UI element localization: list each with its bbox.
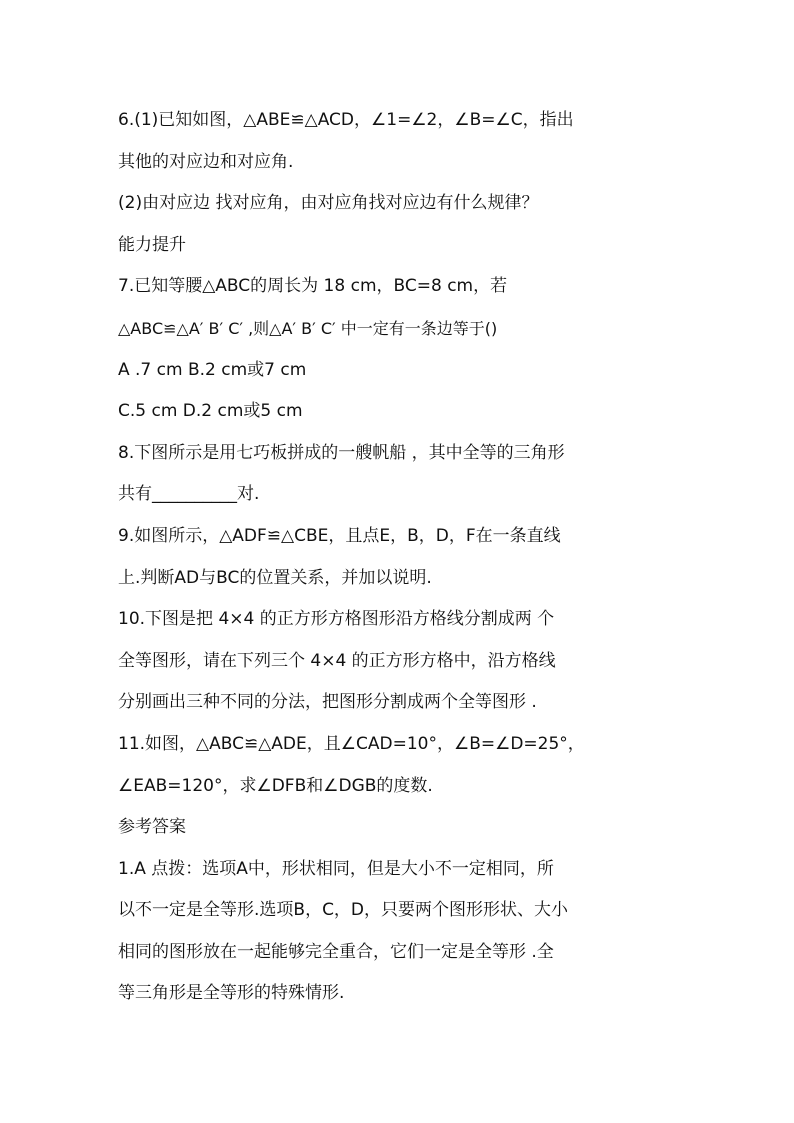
- question-11-line-2: ∠EAB=120°，求∠DFB和∠DGB的度数.: [118, 775, 433, 796]
- answer-1-line-4: 等三角形是全等形的特殊情形.: [118, 983, 345, 1004]
- question-6-part-1-line-1: 6.(1)已知如图，△ABE≌△ACD，∠1=∠2，∠B=∠C，指出: [118, 110, 574, 130]
- question-9-line-1: 9.如图所示，△ADF≌△CBE，且点E，B，D，F在一条直线: [118, 525, 561, 546]
- question-7-options-cd: C.5 cm D.2 cm或5 cm: [118, 401, 303, 422]
- question-10-line-1: 10.下图是把 4×4 的正方形方格图形沿方格线分割成两 个: [118, 609, 555, 630]
- question-10-line-2: 全等图形，请在下列三个 4×4 的正方形方格中，沿方格线: [118, 650, 556, 671]
- question-8-line-1: 8.下图所示是用七巧板拼成的一艘帆船 ，其中全等的三角形: [118, 442, 565, 463]
- question-7-line-1: 7.已知等腰△ABC的周长为 18 cm，BC=8 cm，若: [118, 276, 508, 297]
- question-6-part-1-line-2: 其他的对应边和对应角.: [118, 151, 294, 172]
- question-8-line-2: 共有__________对.: [118, 484, 260, 505]
- question-7-options-ab: A .7 cm B.2 cm或7 cm: [118, 359, 307, 380]
- section-heading-ability: 能力提升: [118, 234, 186, 255]
- answer-1-line-1: 1.A 点拨：选项A中，形状相同，但是大小不一定相同，所: [118, 858, 554, 879]
- question-6-part-2: (2)由对应边 找对应角，由对应角找对应边有什么规律？: [118, 193, 539, 214]
- question-9-line-2: 上.判断AD与BC的位置关系，并加以说明.: [118, 567, 432, 588]
- section-heading-answers: 参考答案: [118, 817, 186, 838]
- question-7-line-2: △ABC≌△A′ B′ C′ ,则△A′ B′ C′ 中一定有一条边等于(): [118, 318, 498, 338]
- question-11-line-1: 11.如图，△ABC≌△ADE，且∠CAD=10°，∠B=∠D=25°，: [118, 733, 585, 754]
- question-10-line-3: 分别画出三种不同的分法，把图形分割成两个全等图形 .: [118, 692, 537, 713]
- document-body: [118, 100, 678, 1015]
- answer-1-line-3: 相同的图形放在一起能够完全重合，它们一定是全等形 .全: [118, 941, 554, 962]
- answer-1-line-2: 以不一定是全等形.选项B，C，D，只要两个图形形状、大小: [118, 900, 569, 921]
